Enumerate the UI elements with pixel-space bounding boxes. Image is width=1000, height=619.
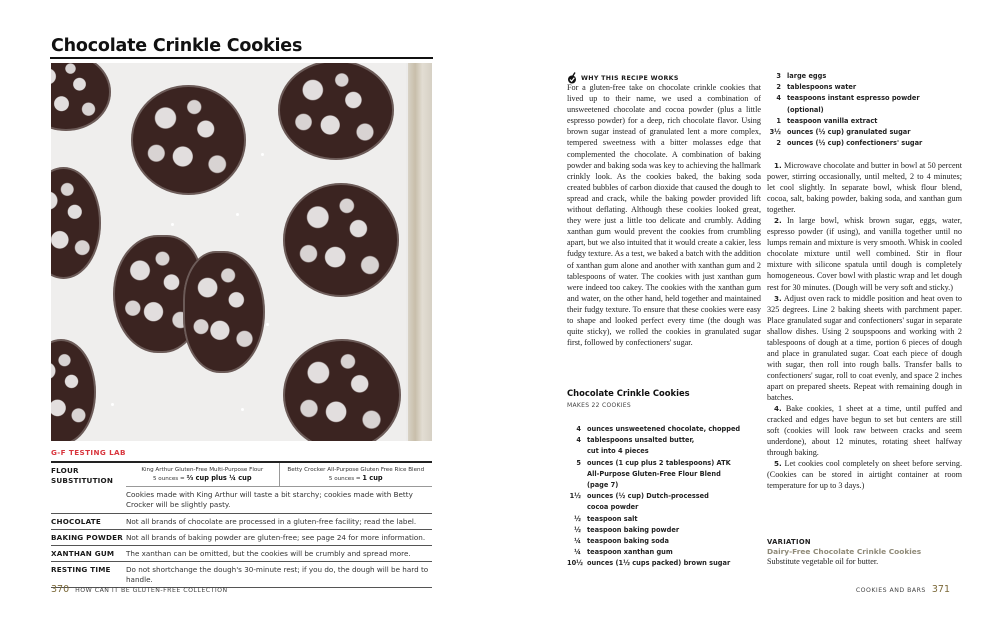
- recipe-steps: [767, 160, 962, 491]
- right-page: [500, 0, 1000, 619]
- ingredient-item: 3 large eggs: [776, 72, 827, 80]
- ingredient-item: 1 teaspoon vanilla extract: [776, 116, 878, 125]
- cookie: [131, 85, 246, 195]
- cookie-photo: [51, 63, 432, 441]
- why-this-recipe-works-heading: WHY THIS RECIPE WORKS: [567, 72, 679, 84]
- ingredient-item: 2 ounces (½ cup) confectioners' sugar: [776, 139, 923, 148]
- ingredient-item: 4 tablespoons unsalted butter,: [576, 436, 695, 445]
- why-body-text: For a gluten-free take on chocolate crinkle cookies that lived up to their name, we used a combination of unsweetened chocolate and cocoa powder (plus a little espresso powder) for a deep, rich chocolate flavor. Using brown sugar instead of granulated lent a more complex, tempered sweetness with a bitter molasses edge that complemented the chocolate. A combination of baking powder and baking soda was key to achieving the hallmark crinkly look. As the cookies baked, the baking soda created bubbles of carbon dioxide that caused the dough to spread and crack, while the baking powder provided lift without deflating. Although these cookies looked great, they were just a little too delicate and crumbly. Adding xanthan gum would prevent the cookies from crumbling apart, but we also intuited that it would create a cakier, less fudgy texture. As a test, we baked a batch with the addition of xanthan gum alone and another with xanthan gum and 2 tablespoons of water. The cookies with just xanthan gum were indeed too cakey. The cookies with the xanthan gum and water, on the other hand, held together and maintained their fudgy texture. To ensure that these cookies were easy to shape and looked perfect every time (the dough was quite sticky), we rolled the cookies in granulated sugar first, followed by confectioners' sugar.: [567, 83, 761, 348]
- cookie-half: [183, 251, 265, 373]
- lab-row-chocolate: CHOCOLATE Not all brands of chocolate are processed in a gluten-free facility; read the label.: [51, 514, 432, 530]
- flour-options: [126, 463, 432, 487]
- running-head: COOKIES AND BARS: [855, 587, 926, 594]
- page-title: Chocolate Crinkle Cookies: [51, 36, 303, 56]
- flour-substitution-cell: [126, 463, 432, 513]
- step: 5. Let cookies cool completely on sheet before serving. (Cookies can be stored in airtight container at room temperature for up to 3 days.): [767, 459, 963, 491]
- variation-label: VARIATION: [767, 538, 811, 546]
- sugar-speck: [171, 223, 174, 226]
- step: 1. Microwave chocolate and butter in bowl at 50 percent power, stirring occasionally, until melted, 2 to 4 minutes; let cool slightly. In separate bowl, whisk flour blend, cocoa, salt, baking powder, baking soda, and xanthan gum together.: [767, 161, 963, 215]
- ingredient-item: (page 7): [587, 481, 619, 490]
- ingredient-item: 4 ounces unsweetened chocolate, chopped: [576, 425, 741, 433]
- ingredient-item: cocoa powder: [587, 503, 639, 512]
- ingredient-item: (optional): [787, 105, 824, 114]
- ingredient-list-1: [567, 424, 767, 570]
- flour-option-king-arthur: King Arthur Gluten-Free Multi-Purpose Flour 5 ounces = ⅔ cup plus ¼ cup: [141, 467, 264, 482]
- ingredient-item: ¼ teaspoon baking soda: [574, 537, 669, 546]
- cookie: [278, 63, 394, 160]
- ingredient-list-2: [767, 71, 967, 149]
- ingredient-item: 2 tablespoons water: [776, 83, 857, 92]
- sugar-speck: [236, 213, 239, 216]
- recipe-yield: MAKES 22 COOKIES: [567, 402, 632, 409]
- step: 3. Adjust oven rack to middle position and heat oven to 325 degrees. Line 2 baking sheets with parchment paper. Place granulated sugar and confectioners' sugar in separate shallow dishes. Using 2 soupspoons and working with 2 tablespoons of dough at a time, portion 6 pieces of dough and place in granulated sugar. Coat each piece of dough with sugar, then roll into rough balls. Transfer balls to confectioners' sugar, roll to coat evenly, and space 2 inches apart on prepared sheets. Repeat with remaining dough in batches.: [767, 293, 962, 402]
- ingredient-item: 10½ ounces (1½ cups packed) brown sugar: [567, 559, 731, 568]
- flour-note: Cookies made with King Arthur will taste a bit starchy; cookies made with Betty Crocker will be slightly pasty.: [126, 490, 413, 509]
- testing-lab-heading: G-F TESTING LAB: [51, 448, 126, 457]
- page-number: 371: [931, 584, 950, 595]
- lab-row-flour: [51, 463, 432, 514]
- right-folio: [856, 584, 950, 595]
- sugar-speck: [111, 403, 114, 406]
- page-number: 370: [51, 584, 70, 595]
- lab-row-baking-powder: BAKING POWDER Not all brands of baking powder are gluten-free; see page 24 for more information.: [51, 530, 432, 546]
- cookie: [283, 183, 399, 297]
- ingredient-item: 5 ounces (1 cup plus 2 tablespoons) ATK: [576, 458, 731, 467]
- ingredient-item: 3½ ounces (½ cup) granulated sugar: [769, 128, 911, 137]
- sugar-speck: [261, 153, 264, 156]
- ingredient-item: ¼ teaspoon xanthan gum: [574, 548, 673, 557]
- sugar-speck: [241, 408, 244, 411]
- variation-text: Substitute vegetable oil for butter.: [767, 557, 879, 566]
- title-rule: [50, 57, 433, 59]
- step: 2. In large bowl, whisk brown sugar, eggs, water, espresso powder (if using), and vanilla together until no lumps remain and mixture is very smooth. Whisk in cooled chocolate mixture until well combined. Stir in flour mixture with silicone spatula until dough is completely homogeneous. Cover bowl with plastic wrap and let dough rest for 30 minutes. (Dough will be very soft and sticky.): [767, 216, 962, 292]
- left-folio: [51, 584, 228, 595]
- lab-row-label: FLOUR SUBSTITUTION: [51, 466, 114, 485]
- cookie: [283, 339, 401, 441]
- ingredient-item: 4 teaspoons instant espresso powder: [776, 94, 920, 103]
- ingredient-item: All-Purpose Gluten-Free Flour Blend: [587, 469, 721, 478]
- recipe-title: Chocolate Crinkle Cookies: [567, 388, 690, 398]
- ingredient-item: ½ teaspoon baking powder: [574, 525, 680, 534]
- step: 4. Bake cookies, 1 sheet at a time, until puffed and cracked and edges have begun to set but centers are still soft (cookies will look raw between cracks and seem underdone), about 12 minutes, rotating sheet halfway through baking.: [767, 404, 963, 458]
- variation-title: Dairy-Free Chocolate Crinkle Cookies: [767, 547, 922, 556]
- testing-lab-table: [51, 461, 432, 588]
- sugar-speck: [266, 323, 269, 326]
- ingredient-item: ½ teaspoon salt: [574, 514, 638, 523]
- lab-row-xanthan-gum: XANTHAN GUM The xanthan can be omitted, but the cookies will be crumbly and spread more.: [51, 546, 432, 562]
- baking-sheet-edge: [408, 63, 432, 441]
- flour-option-betty-crocker: Betty Crocker All-Purpose Gluten Free Rice Blend 5 ounces = 1 cup: [279, 463, 433, 486]
- lab-row-resting-time: RESTING TIME Do not shortchange the dough's 30-minute rest; if you do, the dough will be hard to handle.: [51, 562, 432, 588]
- ingredient-item: cut into 4 pieces: [587, 447, 649, 456]
- running-head: HOW CAN IT BE GLUTEN-FREE COLLECTION: [75, 587, 228, 594]
- ingredient-item: 1½ ounces (½ cup) Dutch-processed: [569, 492, 709, 501]
